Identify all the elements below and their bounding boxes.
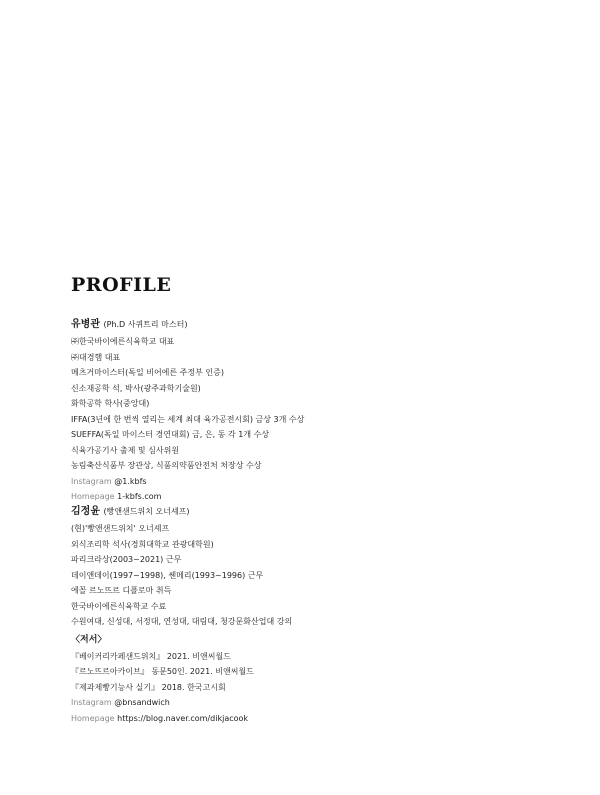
person-role: (빵앤샌드위치 오너셰프) (103, 507, 190, 516)
career-item: 식육가공기사 출제 및 심사위원 (71, 445, 180, 455)
profile-yoo (71, 318, 304, 505)
book-item: 『베이커리카페샌드위치』 2021. 비앤씨월드 (71, 651, 231, 661)
career-item: 농림축산식품부 장관상, 식품의약품안전처 처장상 수상 (71, 461, 262, 470)
person-name (71, 318, 304, 334)
instagram-line (71, 474, 304, 490)
homepage-link[interactable]: 1-kbfs.com (117, 492, 162, 501)
career-item: ㈜한국바이에른식육학교 대표 (71, 337, 175, 346)
books-section (71, 633, 254, 726)
career-item: 메츠거마이스터(독일 비어에른 주정부 인증) (71, 368, 224, 377)
book-item: 『제과제빵기능사 실기』 2018. 한국고시회 (71, 682, 226, 692)
person-name (71, 505, 292, 521)
profile-kim (71, 505, 292, 630)
career-item: (현)'빵앤샌드위치' 오너셰프 (71, 524, 170, 533)
career-item: SUEFFA(독일 마이스터 경연대회) 금, 은, 동 각 1개 수상 (71, 430, 270, 439)
career-item: 신소재공학 석, 박사(광주과학기술원) (71, 383, 201, 393)
homepage-link[interactable]: https://blog.naver.com/dikjacook (117, 713, 249, 723)
career-item: 수원여대, 신성대, 서정대, 연성대, 대림대, 청강문화산업대 강의 (71, 617, 293, 626)
homepage-label: Homepage (71, 492, 115, 501)
books-title: 〈저서〉 (71, 635, 107, 645)
career-item: 외식조리학 석사(경희대학교 관광대학원) (71, 539, 214, 549)
instagram-label: Instagram (71, 698, 112, 707)
career-item: ㈜대경햄 대표 (71, 352, 121, 362)
homepage-line (71, 489, 304, 505)
page-heading: PROFILE (71, 274, 172, 296)
book-item: 『르노뜨르아카이브』 동문50인. 2021. 비앤씨월드 (71, 667, 254, 676)
person-name-text: 유병관 (71, 319, 100, 330)
person-role: (Ph.D 사퀴트리 마스터) (103, 320, 188, 329)
career-item: 파리크라상(2003~2021) 근무 (71, 555, 182, 564)
career-item: 데이앤데이(1997~1998), 쎈메리(1993~1996) 근무 (71, 570, 264, 580)
person-name-text: 김정윤 (71, 506, 100, 517)
instagram-handle[interactable]: @bnsandwich (114, 698, 170, 707)
career-item: IFFA(3년에 한 번씩 열리는 세계 최대 육가공전시회) 금상 3개 수상 (71, 414, 305, 424)
career-item: 에꼴 르노뜨르 디플로마 취득 (71, 586, 172, 595)
instagram-label: Instagram (71, 476, 112, 486)
instagram-line (71, 695, 254, 711)
homepage-line (71, 711, 254, 727)
instagram-handle[interactable]: @1.kbfs (114, 476, 147, 486)
career-item: 한국바이에른식육학교 수료 (71, 601, 167, 611)
career-item: 화학공학 학사(중앙대) (71, 399, 150, 408)
homepage-label: Homepage (71, 713, 115, 723)
